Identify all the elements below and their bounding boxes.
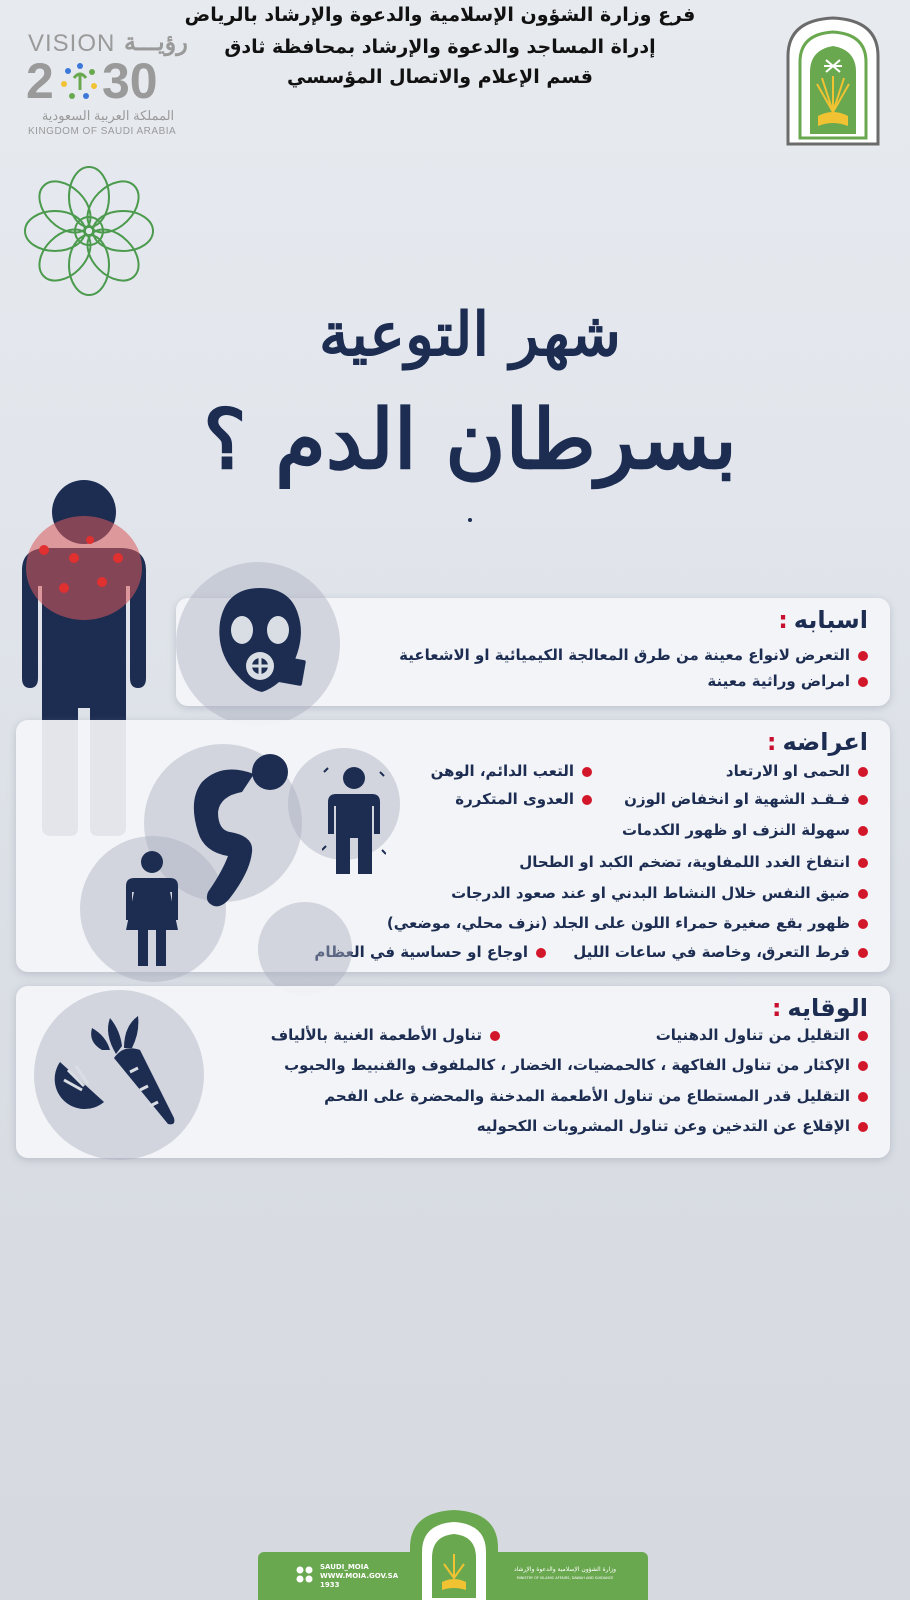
symptom-right-4: انتفاخ الغدد اللمفاوية، تضخم الكبد او الطحال [519,853,868,871]
footer-ministry-ar: وزارة الشؤون الإسلامية والدعوة والإرشاد [513,1566,617,1573]
symptoms-title: اعراضه: [766,728,868,756]
vision-year-2: 2 [26,53,54,109]
title-line-1: شهر التوعية [318,300,622,370]
carrot-lemon-icon [54,1010,184,1130]
prevention-item-4: التقليل قدر المستطاع من تناول الأطعمة المدخنة والمحضرة على الفحم [324,1087,868,1105]
vision-2030-logo [24,26,190,142]
child-figure-icon [122,850,182,968]
causes-title: اسبابه: [778,606,868,634]
green-ornament-icon [22,164,156,298]
title-line-2: بسرطان الدم ؟ [203,392,737,488]
symptom-right-6: ظهور بقع صغيرة حمراء اللون على الجلد (نزف محلي، موضعي) [387,914,868,932]
vision-year-30: 30 [102,53,158,109]
footer-ministry-en: MINISTRY OF ISLAMIC AFFAIRS, DAWAH AND GUIDANCE [516,1576,614,1580]
symptom-right-3: سهولة النزف او ظهور الكدمات [622,821,868,839]
bent-person-icon [182,752,292,912]
symptom-right-5: ضيق النفس خلال النشاط البدني او عند صعود الدرجات [451,884,868,902]
prevention-item-3: الإكثار من تناول الفاكهة ، كالحمضيات، الخضار ، كالملفوف والقنبيط والحبوب [284,1056,868,1074]
vision-word-en: VISION [28,30,116,57]
ministry-emblem [784,16,882,146]
symptom-left-3: اوجاع او حساسية في العظام [314,943,546,961]
footer-phone: 1933 [320,1581,340,1589]
prevention-item-2: تناول الأطعمة الغنية بالألياف [271,1026,500,1044]
causes-item-2: امراض وراثية معينة [707,672,868,690]
header-line-2: إدراة المساجد والدعوة والإرشاد بمحافظة ثادق [224,36,656,58]
prevention-title: الوقايه: [771,994,868,1022]
symptom-right-1: الحمى او الارتعاد [726,762,868,780]
header-line-3: قسم الإعلام والاتصال المؤسسي [287,66,593,88]
social-icons [296,1566,314,1584]
footer-site: WWW.MOIA.GOV.SA [320,1572,399,1580]
footer-emblem [410,1508,498,1600]
vision-word-ar: رؤيـــة [124,29,188,56]
kingdom-name-ar: المملكة العربية السعودية [41,108,175,123]
header-line-1: فرع وزارة الشؤون الإسلامية والدعوة والإرشاد بالرياض [184,4,696,26]
shivering-person-icon [322,766,386,878]
symptom-right-7: فرط التعرق، وخاصة في ساعات الليل [573,943,868,961]
palm-emblem-icon [60,60,100,100]
small-circle [258,902,352,996]
symptom-right-2: فـقـد الشهية او انخفاض الوزن [624,790,868,808]
symptom-left-1: التعب الدائم، الوهن [431,762,592,780]
prevention-item-5: الإقلاع عن التدخين وعن تناول المشروبات الكحوليه [477,1117,868,1135]
causes-item-1: التعرض لانواع معينة من طرق المعالجة الكيميائية او الاشعاعية [399,646,868,664]
prevention-item-1: التقليل من تناول الدهنيات [656,1026,868,1044]
symptom-left-2: العدوى المتكررة [455,790,592,808]
gas-mask-icon [210,582,320,702]
kingdom-name-en: KINGDOM OF SAUDI ARABIA [28,126,177,137]
decor-dot [468,518,472,522]
footer-handle: SAUDI_MOIA [320,1563,369,1571]
